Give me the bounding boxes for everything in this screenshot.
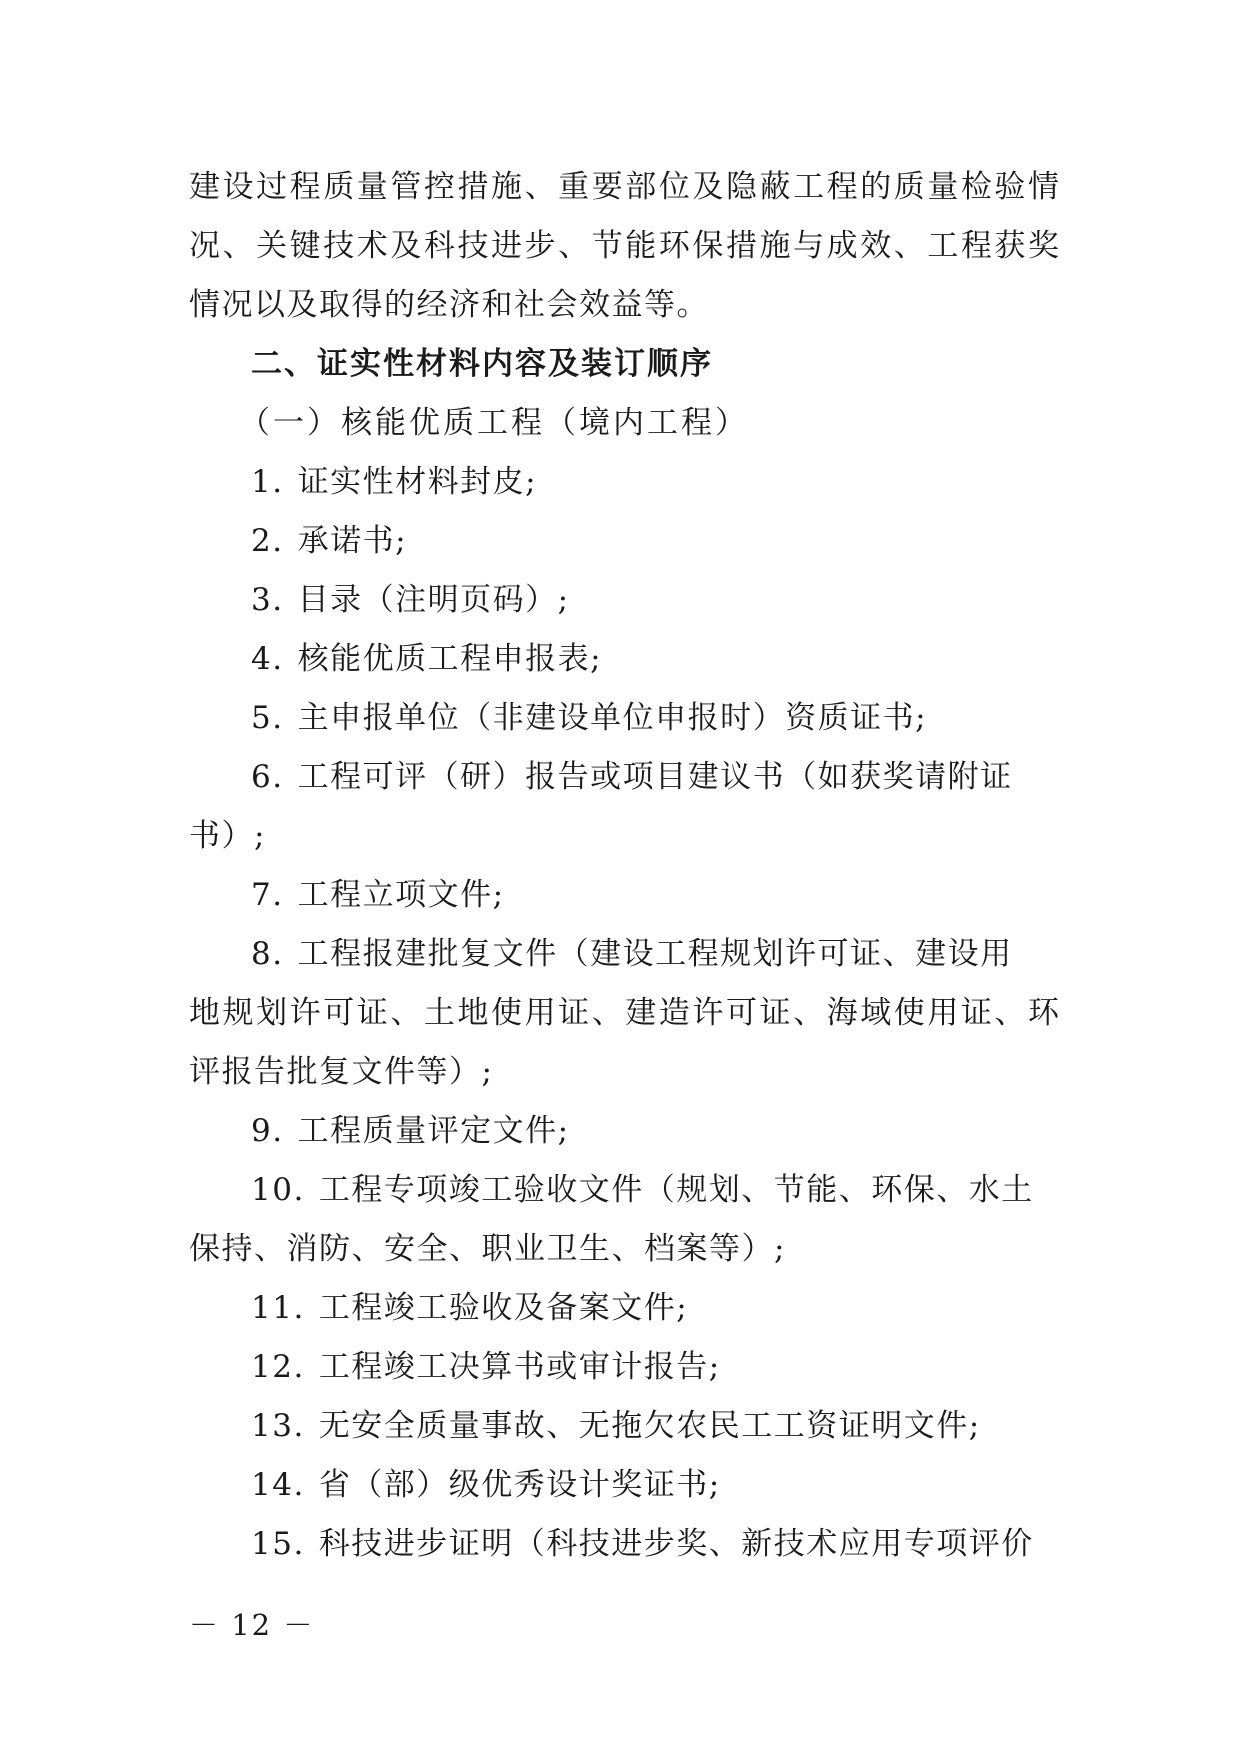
item-number: 6. — [251, 759, 284, 795]
item-number: 14. — [251, 1467, 305, 1503]
list-item — [189, 1338, 1059, 1397]
list-item — [189, 453, 1059, 512]
subsection-heading: （一）核能优质工程（境内工程） — [239, 405, 749, 441]
list-item — [189, 1102, 1059, 1161]
list-item — [189, 748, 1059, 807]
item-number: 11. — [251, 1290, 305, 1326]
list-item-continuation: 保持、消防、安全、职业卫生、档案等）; — [189, 1231, 786, 1267]
list-item — [189, 689, 1059, 748]
list-item-continuation: 评报告批复文件等）; — [189, 1054, 494, 1090]
list-item — [189, 512, 1059, 571]
item-number: 15. — [251, 1526, 305, 1562]
page-number: － 12 － — [189, 1608, 315, 1642]
paragraph-line: 情况以及取得的经济和社会效益等。 — [189, 287, 709, 323]
list-item — [189, 866, 1059, 925]
item-text: 工程立项文件; — [297, 877, 505, 913]
list-item — [189, 925, 1059, 984]
item-number: 13. — [251, 1408, 305, 1444]
item-number: 12. — [251, 1349, 305, 1385]
item-number: 7. — [251, 877, 284, 913]
item-text: 无安全质量事故、无拖欠农民工工资证明文件; — [318, 1408, 981, 1444]
item-text: 工程报建批复文件（建设工程规划许可证、建设用 — [297, 936, 1013, 972]
list-item — [189, 1397, 1059, 1456]
item-text: 证实性材料封皮; — [297, 464, 538, 500]
item-text: 承诺书; — [297, 523, 408, 559]
item-text: 工程质量评定文件; — [297, 1113, 570, 1149]
item-text: 工程可评（研）报告或项目建议书（如获奖请附证 — [297, 759, 1013, 795]
list-item — [189, 1279, 1059, 1338]
item-number: 8. — [251, 936, 284, 972]
item-number: 9. — [251, 1113, 284, 1149]
item-number: 2. — [251, 523, 284, 559]
section-heading: 二、证实性材料内容及装订顺序 — [251, 346, 713, 382]
item-number: 1. — [251, 464, 284, 500]
list-item — [189, 1456, 1059, 1515]
item-number: 5. — [251, 700, 284, 736]
list-item-continuation: 地规划许可证、土地使用证、建造许可证、海域使用证、环 — [189, 995, 1059, 1031]
item-text: 主申报单位（非建设单位申报时）资质证书; — [297, 700, 928, 736]
paragraph-line: 况、关键技术及科技进步、节能环保措施与成效、工程获奖 — [189, 228, 1059, 264]
paragraph-line: 建设过程质量管控措施、重要部位及隐蔽工程的质量检验情 — [189, 169, 1059, 205]
item-text: 省（部）级优秀设计奖证书; — [318, 1467, 721, 1503]
item-text: 工程竣工决算书或审计报告; — [318, 1349, 721, 1385]
list-item — [189, 571, 1059, 630]
document-body — [189, 158, 1059, 1574]
item-text: 科技进步证明（科技进步奖、新技术应用专项评价 — [318, 1526, 1034, 1562]
list-item-continuation: 书）; — [189, 818, 266, 854]
item-text: 目录（注明页码）; — [297, 582, 570, 618]
item-number: 10. — [251, 1172, 305, 1208]
item-number: 3. — [251, 582, 284, 618]
list-item — [189, 1515, 1059, 1574]
item-text: 核能优质工程申报表; — [297, 641, 603, 677]
item-text: 工程专项竣工验收文件（规划、节能、环保、水土 — [318, 1172, 1034, 1208]
list-item — [189, 1161, 1059, 1220]
list-item — [189, 630, 1059, 689]
item-number: 4. — [251, 641, 284, 677]
item-text: 工程竣工验收及备案文件; — [318, 1290, 689, 1326]
